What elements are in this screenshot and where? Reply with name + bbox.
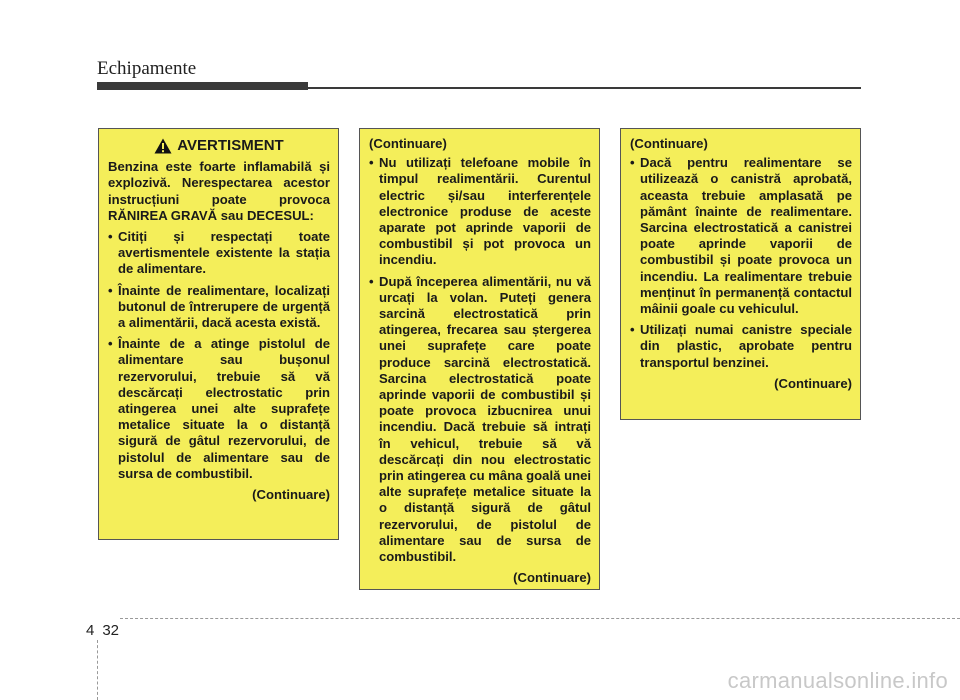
footer-dashed-rule — [120, 618, 960, 619]
middle-list — [369, 155, 591, 565]
list-item-text: Dacă pentru realimentare se utilizează o canistră aprobată, aceasta trebuie amplasată pe pământ înainte de realimentare. Sarcina electrostatică a canistrei poate aprinde vaporii de combustibil și poate provoca un incendiu. La realimentare trebuie menținut în permanență contactul mâinii goale cu vehiculul. — [640, 155, 852, 317]
list-item — [630, 322, 852, 371]
bullet-icon: • — [108, 336, 113, 352]
list-item-text: Utilizați numai canistre speciale din plastic, aprobate pentru transportul benzinei. — [640, 322, 852, 370]
list-item-text: Înainte de a atinge pistolul de alimentare sau bușonul rezervorului, trebuie să vă descărcați electrostatic prin atingerea unei alte suprafețe metalice situate la o distanță sigură de gâtul rezervorului, de pistolul de alimentare sau de sursa de combustibil. — [118, 336, 330, 481]
continued-header: (Continuare) — [369, 136, 447, 151]
right-list — [630, 155, 852, 371]
continued-box-right — [620, 128, 861, 420]
list-item-text: Nu utilizați telefoane mobile în timpul realimentării. Curentul electric și/sau interferențele electronice produse de aceste aparate pot aprinde vaporii de combustibil și pot provoca un incendiu. — [379, 155, 591, 268]
warning-title: AVERTISMENT — [177, 137, 284, 154]
header-rule-thick — [97, 82, 308, 90]
header-rule-thin — [308, 87, 861, 89]
section-number: 4 — [86, 622, 95, 639]
bullet-icon: • — [630, 155, 635, 171]
list-item-text: Citiți și respectați toate avertismentele existente la stația de alimentare. — [118, 229, 330, 277]
bullet-icon: • — [369, 273, 374, 289]
warning-header — [108, 138, 330, 154]
list-item — [108, 336, 330, 482]
bullet-icon: • — [630, 322, 635, 338]
list-item — [369, 155, 591, 268]
continued-footer: (Continuare) — [252, 487, 330, 503]
footer-dashed-vertical — [97, 640, 98, 700]
bullet-icon: • — [369, 155, 374, 171]
warning-box — [98, 128, 339, 540]
bullet-icon: • — [108, 229, 113, 245]
warning-list — [108, 229, 330, 482]
warning-intro: Benzina este foarte inflamabilă și explozivă. Nerespectarea acestor instrucțiuni poate provoca RĂNIREA GRAVĂ sau DECESUL: — [108, 159, 330, 223]
continued-box-middle — [359, 128, 600, 590]
continued-footer: (Continuare) — [774, 375, 852, 391]
section-title: Echipamente — [97, 58, 197, 79]
list-item — [369, 274, 591, 566]
list-item-text: După începerea alimentării, nu vă urcați la volan. Puteți genera sarcină electrostatică prin atingerea, frecarea sau ștergerea unei suprafețe care poate produce sarcină electrostatică. Sarcina electrostatică poate aprinde vaporii de combustibil și poate provoca izbucnirea unui incendiu. Dacă trebuie să intrați în vehicul, trebuie să vă descărcați din nou electrostatic prin atingerea cu mâna goală unei alte suprafețe metalice situate la o distanță sigură de gâtul rezervorului, de pistolul de alimentare sau de sursa de combustibil. — [379, 273, 591, 565]
warning-triangle-icon — [154, 138, 172, 154]
continued-header: (Continuare) — [630, 136, 708, 151]
list-item — [108, 229, 330, 278]
page-number — [86, 622, 119, 639]
watermark: carmanualsonline.info — [727, 668, 948, 693]
list-item — [108, 283, 330, 332]
list-item — [630, 155, 852, 317]
continued-footer: (Continuare) — [513, 570, 591, 586]
bullet-icon: • — [108, 282, 113, 298]
list-item-text: Înainte de realimentare, localizați butonul de întrerupere de urgență a alimentării, dacă acesta există. — [118, 282, 330, 331]
page-number-value: 32 — [102, 622, 120, 639]
